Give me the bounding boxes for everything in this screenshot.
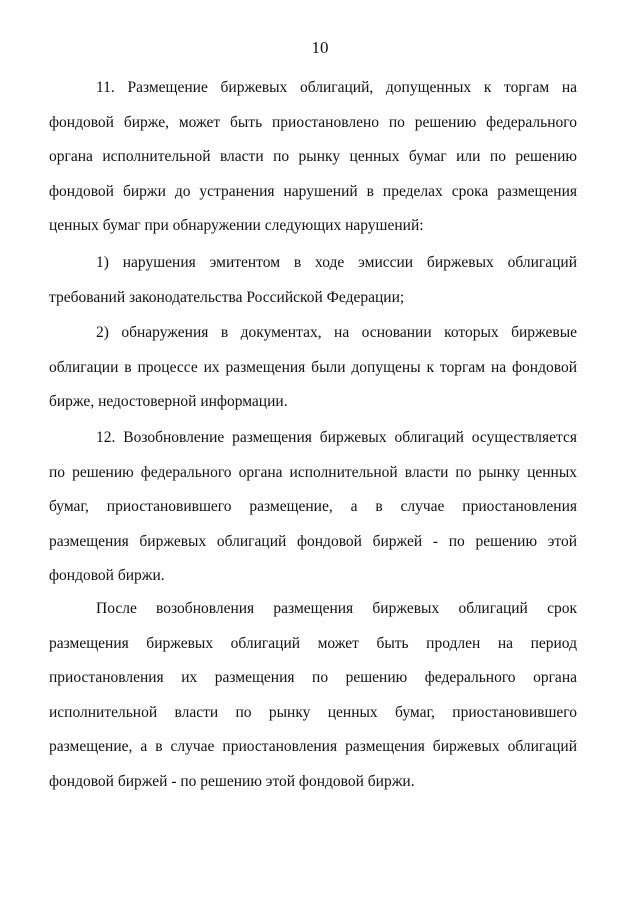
paragraph-item-11 <box>49 71 577 244</box>
text-line: 1) нарушения эмитентом в ходе эмиссии биржевых облигаций <box>96 254 577 271</box>
text-line: 2) обнаружения в документах, на основании которых биржевые <box>96 324 577 341</box>
text-line: размещения биржевых облигаций фондовой биржей - по решению этой <box>49 532 577 550</box>
paragraph-item-12 <box>49 421 577 594</box>
page-number: 10 <box>311 38 329 57</box>
text-line: приостановления их размещения по решению федерального органа <box>49 669 577 686</box>
text-line: бумаг, приостановившего размещение, а в случае приостановления <box>49 498 577 515</box>
text-line: фондовой биржи до устранения нарушений в пределах срока размещения <box>49 182 577 200</box>
paragraph-subitem-1 <box>49 246 577 315</box>
text-line: требований законодательства Российской Федерации; <box>49 288 405 306</box>
text-line: исполнительной власти по рынку ценных бумаг, приостановившего <box>49 703 577 721</box>
text-line: 12. Возобновление размещения биржевых облигаций осуществляется <box>96 429 577 446</box>
text-line: бирже, недостоверной информации. <box>49 393 288 410</box>
text-line: фондовой биржи. <box>49 567 165 584</box>
text-line: облигации в процессе их размещения были допущены к торгам на фондовой <box>49 358 577 376</box>
text-line: по решению федерального органа исполнительной власти по рынку ценных <box>49 463 577 481</box>
text-line: фондовой биржей - по решению этой фондовой биржи. <box>49 772 415 790</box>
paragraph-subitem-2 <box>49 316 577 420</box>
paragraph-after-resumption <box>49 592 577 799</box>
text-line: органа исполнительной власти по рынку ценных бумаг или по решению <box>49 148 577 165</box>
text-line: После возобновления размещения биржевых облигаций срок <box>96 600 577 617</box>
text-line: ценных бумаг при обнаружении следующих нарушений: <box>49 217 424 234</box>
text-line: 11. Размещение биржевых облигаций, допущенных к торгам на <box>96 79 577 96</box>
text-line: размещения биржевых облигаций может быть продлен на период <box>49 634 577 652</box>
text-line: размещение, а в случае приостановления размещения биржевых облигаций <box>49 738 577 755</box>
text-line: фондовой бирже, может быть приостановлено по решению федерального <box>49 113 577 131</box>
